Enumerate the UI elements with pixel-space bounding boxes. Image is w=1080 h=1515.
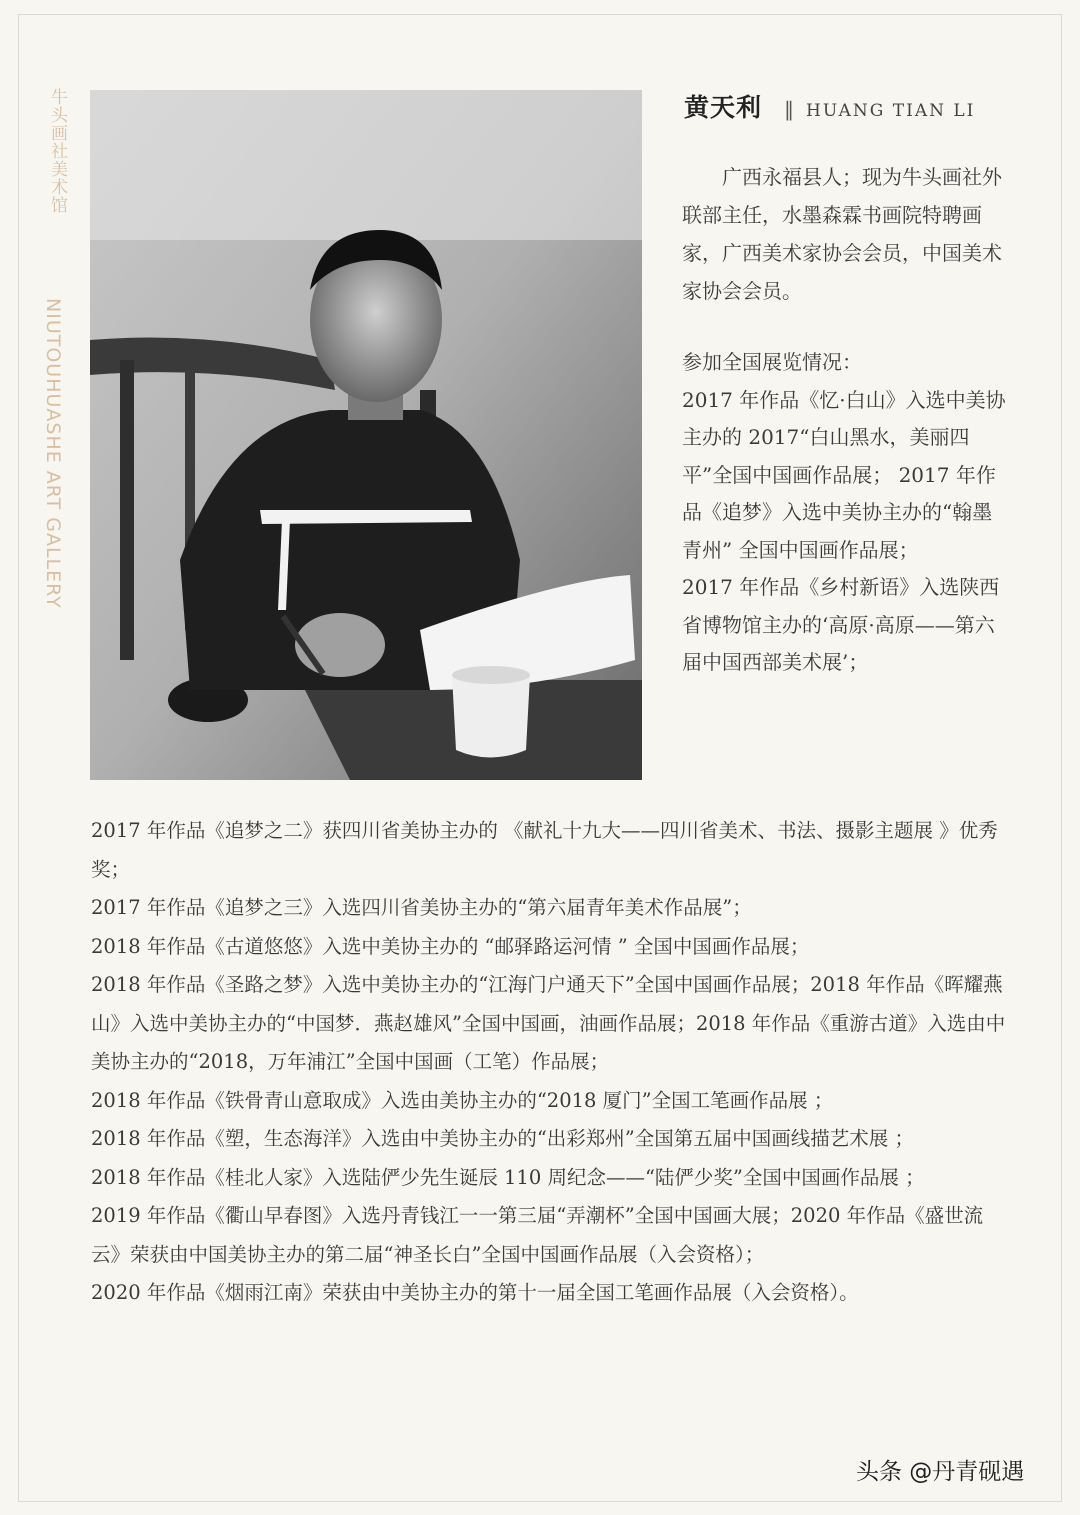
- exhibitions-bottom-list: [91, 812, 1009, 1313]
- list-item: 2020 年作品《烟雨江南》荣获由中美协主办的第十一届全国工笔画作品展（入会资格）。: [91, 1281, 859, 1304]
- list-item: 2018 年作品《圣路之梦》入选中美协主办的“江海门户通天下”全国中国画作品展；2018 年作品《晖耀燕山》入选中美协主办的“中国梦．燕赵雄风”全国中国画，油画作品展；2018 年作品《重游古道》入选由中美协主办的“2018，万年浦江”全国中国画（工笔）作品展；: [91, 973, 1006, 1073]
- source-watermark: 头条 @丹青砚遇: [856, 1459, 1025, 1485]
- artist-name-cn: 黄天利: [684, 93, 763, 122]
- list-item: 2018 年作品《桂北人家》入选陆俨少先生诞辰 110 周纪念——“陆俨少奖”全国中国画作品展 ；: [91, 1165, 925, 1189]
- exhibitions-heading: 参加全国展览情况：: [682, 350, 862, 374]
- list-item: 2017 年作品《追梦之三》入选四川省美协主办的“第六届青年美术作品展”；: [91, 896, 752, 919]
- list-item: 2018 年作品《古道悠悠》入选中美协主办的 “邮驿路运河情 ” 全国中国画作品展；: [91, 934, 810, 958]
- sidebar-cn-label: 牛头画社美术馆: [47, 88, 67, 214]
- list-item: 2019 年作品《衢山早春图》入选丹青钱江一一第三届“弄潮杯”全国中国画大展；2020 年作品《盛世流云》荣获由中国美协主办的第二届“神圣长白”全国中国画作品展（入会资格）；: [91, 1204, 984, 1266]
- list-item: 2018 年作品《塑，生态海洋》入选由中美协主办的“出彩郑州”全国第五届中国画线描艺术展 ；: [91, 1127, 914, 1150]
- artist-name-header: [684, 88, 1024, 124]
- name-separator: ‖: [784, 97, 795, 121]
- list-item: 2018 年作品《铁骨青山意取成》入选由美协主办的“2018 厦门”全国工笔画作品展 ；: [91, 1088, 834, 1112]
- sidebar-en-label: NIUTOUHUASHE ART GALLERY: [42, 298, 64, 609]
- artist-name-en: HUANG TIAN LI: [806, 101, 976, 121]
- artist-photo: [90, 90, 642, 780]
- artist-bio: 广西永福县人；现为牛头画社外联部主任，水墨森霖书画院特聘画家，广西美术家协会会员，中国美术家协会会员。: [682, 165, 1002, 303]
- list-item: 2017 年作品《乡村新语》入选陕西省博物馆主办的‘高原·高原——第六届中国西部美术展’；: [682, 575, 1000, 674]
- list-item: 2017 年作品《追梦之二》获四川省美协主办的 《献礼十九大——四川省美术、书法、摄影主题展 》优秀奖；: [91, 819, 998, 881]
- list-item: 2017 年作品《忆·白山》入选中美协主办的 2017“白山黑水，美丽四平”全国中国画作品展； 2017 年作品《追梦》入选中美协主办的“翰墨青州” 全国中国画作品展；: [682, 387, 1006, 562]
- exhibitions-right-list: [682, 344, 1008, 682]
